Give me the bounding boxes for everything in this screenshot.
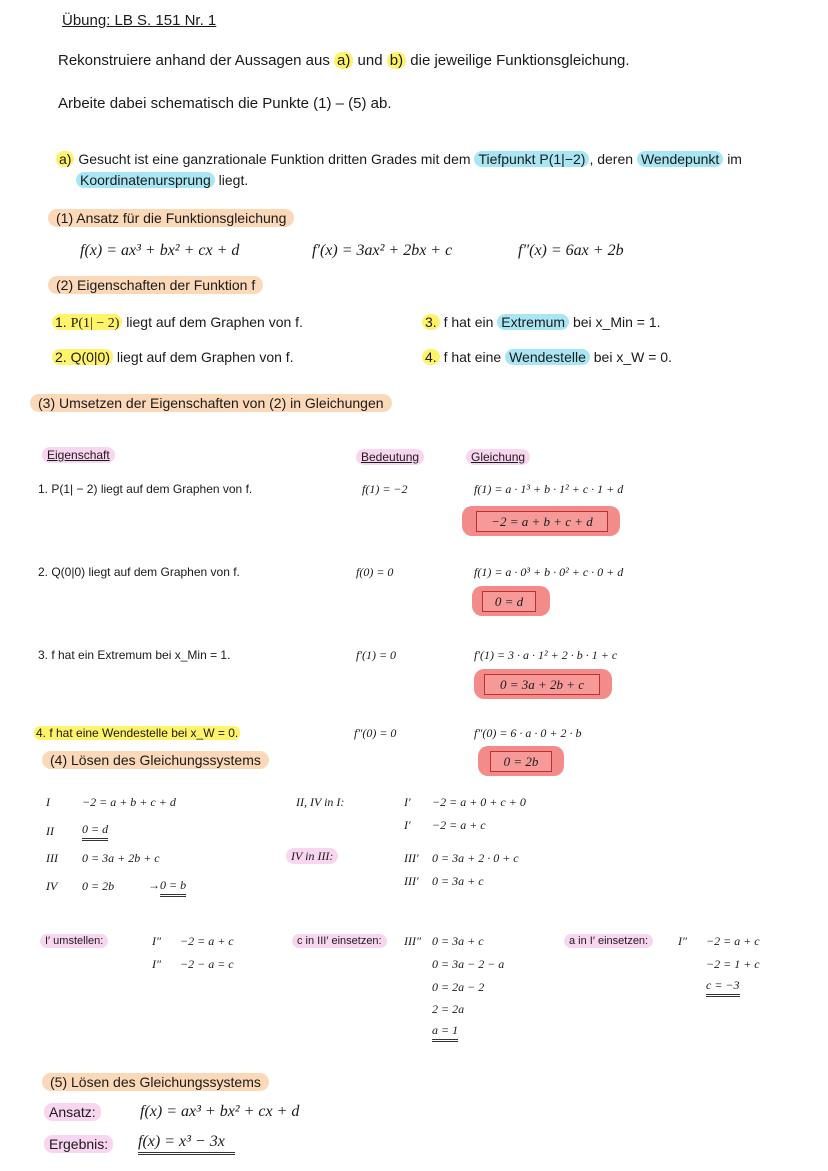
einsetzen2-label-wrap xyxy=(564,933,653,947)
instruction-text: die jeweilige Funktionsgleichung. xyxy=(410,52,630,69)
sub1-eq-2: −2 = a + c xyxy=(432,818,486,832)
eins2-num-1: I″ xyxy=(678,934,687,948)
prop-text: liegt auf dem Graphen von f. xyxy=(126,314,303,330)
eins1-eq-3: 0 = 2a − 2 xyxy=(432,980,485,994)
highlight-a: a) xyxy=(334,52,353,69)
step5-heading: (5) Lösen des Gleichungssystems xyxy=(42,1073,269,1091)
step4-heading: (4) Lösen des Gleichungssystems xyxy=(42,751,269,769)
sub2-eq-1: 0 = 3a + 2 · 0 + c xyxy=(432,851,519,865)
ansatz-label-wrap xyxy=(44,1104,101,1120)
task-a-line1 xyxy=(56,151,742,167)
prop-text: f hat ein xyxy=(443,314,494,330)
task-a-line2 xyxy=(76,172,248,188)
task-text: im xyxy=(727,151,742,167)
eig-4-wrap xyxy=(34,726,240,740)
eins2-eq-1: −2 = a + c xyxy=(706,934,760,948)
ansatz-f: f(x) = ax³ + bx² + cx + d xyxy=(80,242,240,259)
prop-text: bei x_Min = 1. xyxy=(572,314,661,330)
sub1-num-1: I′ xyxy=(404,795,411,809)
sub1-eq-1: −2 = a + 0 + c + 0 xyxy=(432,795,526,809)
task-label: a) xyxy=(56,151,74,167)
prop-num: 3. xyxy=(422,314,440,330)
ansatz-f1: f′(x) = 3ax² + 2bx + c xyxy=(312,242,453,259)
sub2-num-1: III′ xyxy=(404,851,419,865)
gl-2: f(1) = a · 0³ + b · 0² + c · 0 + d xyxy=(474,565,624,579)
gl-4: f″(0) = 6 · a · 0 + 2 · b xyxy=(474,726,582,740)
instruction-text: Rekonstruiere anhand der Aussagen aus xyxy=(58,52,330,69)
instruction-2: Arbeite dabei schematisch die Punkte (1) – (5) ab. xyxy=(58,95,392,112)
bed-4: f″(0) = 0 xyxy=(354,726,397,740)
eins1-eq-1: 0 = 3a + c xyxy=(432,934,484,948)
sys-num-4: IV xyxy=(46,879,58,893)
einsetzen2-label: a in I′ einsetzen: xyxy=(564,934,653,948)
ansatz-formula: f(x) = ax³ + bx² + cx + d xyxy=(140,1103,300,1120)
result-2: 0 = d xyxy=(482,591,536,612)
sys-eq-2: 0 = d xyxy=(82,822,108,841)
bed-2: f(0) = 0 xyxy=(356,565,394,579)
einsetzen1-label-wrap xyxy=(292,933,387,947)
result-3: 0 = 3a + 2b + c xyxy=(484,674,600,695)
prop-text: f hat eine xyxy=(443,349,502,365)
arrow-icon: → xyxy=(148,878,160,892)
gl-3: f′(1) = 3 · a · 1² + 2 · b · 1 + c xyxy=(474,648,618,662)
col-header-gleichung: Gleichung xyxy=(466,449,530,465)
highlight-wendepunkt: Wendepunkt xyxy=(637,151,723,167)
umst-num-1: I″ xyxy=(152,934,161,948)
sub2-num-2: III′ xyxy=(404,874,419,888)
prop-num: 1. xyxy=(55,314,67,330)
umst-eq-2: −2 − a = c xyxy=(180,957,234,971)
col-header-bedeutung: Bedeutung xyxy=(356,449,424,465)
eig-4: 4. f hat eine Wendestelle bei x_W = 0. xyxy=(36,726,239,740)
umst-eq-1: −2 = a + c xyxy=(180,934,234,948)
ergebnis-formula: f(x) = x³ − 3x xyxy=(138,1133,235,1155)
property-3 xyxy=(422,314,661,330)
sub2-label-wrap xyxy=(286,849,338,864)
step3-heading: (3) Umsetzen der Eigenschaften von (2) in Gleichungen xyxy=(30,394,392,412)
gl-1: f(1) = a · 1³ + b · 1² + c · 1 + d xyxy=(474,482,624,496)
highlight-ursprung: Koordinatenursprung xyxy=(76,172,215,188)
sys-num-2: II xyxy=(46,824,54,838)
ergebnis-label: Ergebnis: xyxy=(44,1135,113,1153)
sub1-num-2: I′ xyxy=(404,818,411,832)
ansatz-f2: f″(x) = 6ax + 2b xyxy=(518,242,624,259)
col-header-eigenschaft: Eigenschaft xyxy=(42,447,115,463)
highlight-extremum: Extremum xyxy=(497,314,569,330)
eig-1: 1. P(1| − 2) liegt auf dem Graphen von f. xyxy=(38,482,253,496)
sys-eq-3: 0 = 3a + 2b + c xyxy=(82,851,160,865)
prop-point: Q(0|0) xyxy=(70,349,111,365)
task-text: Gesucht ist eine ganzrationale Funktion dritten Grades mit dem xyxy=(78,151,471,167)
umstellen-label-wrap xyxy=(40,933,108,947)
ergebnis-label-wrap xyxy=(44,1136,113,1152)
task-text: , deren xyxy=(589,151,634,167)
bed-3: f′(1) = 0 xyxy=(356,648,397,662)
eig-3: 3. f hat ein Extremum bei x_Min = 1. xyxy=(38,648,231,662)
result-4: 0 = 2b xyxy=(490,751,552,772)
umst-num-2: I″ xyxy=(152,957,161,971)
eins1-eq-5: a = 1 xyxy=(432,1023,458,1042)
property-4 xyxy=(422,349,672,365)
eig-2: 2. Q(0|0) liegt auf dem Graphen von f. xyxy=(38,565,240,579)
highlight-wendestelle: Wendestelle xyxy=(505,349,590,365)
instruction-text: und xyxy=(357,52,383,69)
highlight-tiefpunkt: Tiefpunkt P(1|−2) xyxy=(474,151,589,167)
result-1: −2 = a + b + c + d xyxy=(476,511,608,532)
eins1-eq-4: 2 = 2a xyxy=(432,1002,465,1016)
sub2-label: IV in III: xyxy=(286,848,338,864)
prop-num: 4. xyxy=(422,349,440,365)
exercise-title: Übung: LB S. 151 Nr. 1 xyxy=(62,12,217,29)
umstellen-label: I′ umstellen: xyxy=(40,934,108,948)
task-text: liegt. xyxy=(218,172,249,188)
eins1-num-1: III″ xyxy=(404,934,421,948)
sub2-eq-2: 0 = 3a + c xyxy=(432,874,484,888)
sys-eq-4: 0 = 2b xyxy=(82,879,115,893)
instruction-1 xyxy=(58,52,630,69)
einsetzen1-label: c in III′ einsetzen: xyxy=(292,934,387,948)
step2-heading: (2) Eigenschaften der Funktion f xyxy=(48,276,263,294)
bed-1: f(1) = −2 xyxy=(362,482,408,496)
sys-num-3: III xyxy=(46,851,58,865)
highlight-b: b) xyxy=(387,52,406,69)
eins2-eq-2: −2 = 1 + c xyxy=(706,957,760,971)
prop-point: P(1| − 2) xyxy=(70,316,120,331)
property-1 xyxy=(52,314,303,332)
eins2-eq-3: c = −3 xyxy=(706,978,740,997)
sys-num-1: I xyxy=(46,795,50,809)
sys-res-4: 0 = b xyxy=(160,878,186,897)
prop-num: 2. xyxy=(55,349,67,365)
sub1-label: II, IV in I: xyxy=(296,795,345,809)
property-2 xyxy=(52,349,294,365)
sys-eq-1: −2 = a + b + c + d xyxy=(82,795,176,809)
prop-text: bei x_W = 0. xyxy=(593,349,672,365)
prop-text: liegt auf dem Graphen von f. xyxy=(116,349,294,365)
step1-heading: (1) Ansatz für die Funktionsgleichung xyxy=(48,209,294,227)
ansatz-label: Ansatz: xyxy=(44,1103,101,1121)
eins1-eq-2: 0 = 3a − 2 − a xyxy=(432,957,505,971)
